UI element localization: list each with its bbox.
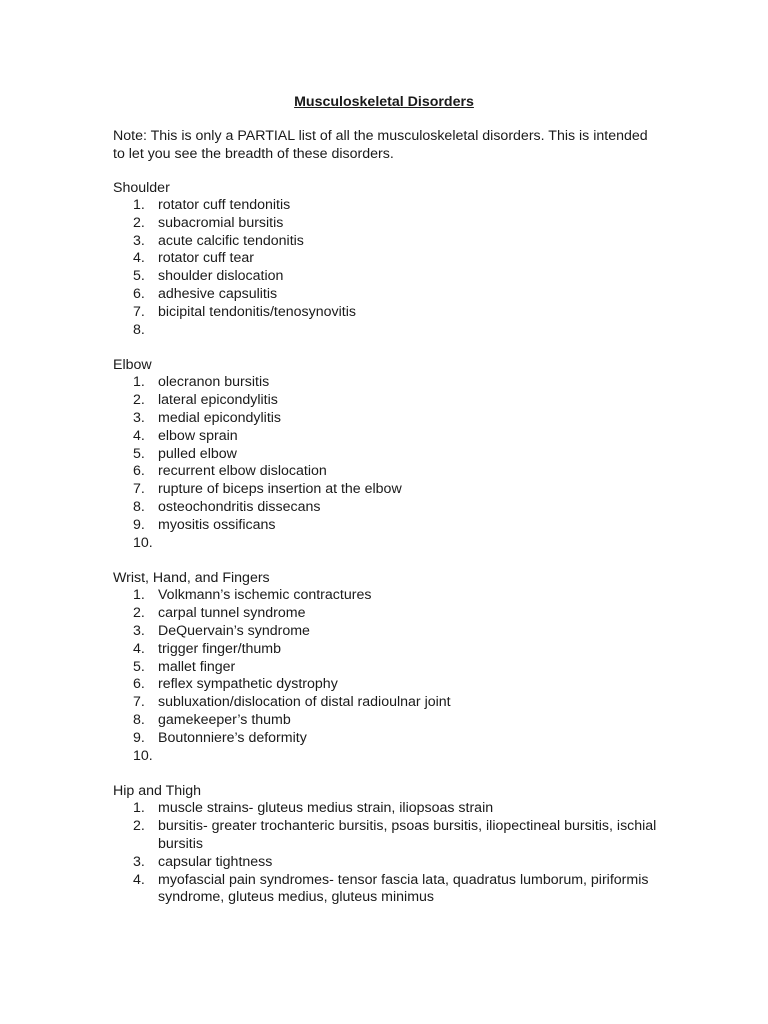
list-item [113,800,673,818]
section [113,569,673,765]
list-item-number: 7. [133,481,145,498]
list-item [113,872,673,908]
list-item-text: lateral epicondylitis [158,392,278,409]
list-item-number: 2. [133,818,145,835]
list-item [113,215,673,233]
list-item-number: 2. [133,392,145,409]
list-item-number: 8. [133,321,145,338]
list-item-text: olecranon bursitis [158,374,270,391]
list-item-number: 8. [133,498,145,515]
list-item-text: carpal tunnel syndrome [158,605,306,622]
section-heading: Shoulder [113,180,170,196]
list-item-number: 1. [133,197,145,213]
list-item [113,392,673,410]
list-item-text: osteochondritis dissecans [158,498,321,515]
list-item [113,676,673,694]
list-item-text: reflex sympathetic dystrophy [158,676,338,693]
list-item-number: 1. [133,800,145,817]
list-item-number: 8. [133,711,145,728]
list-item [113,854,673,872]
list-item-text: gamekeeper’s thumb [158,711,291,728]
numbered-list [113,197,673,339]
list-item-number: 5. [133,445,145,462]
list-item-text: rotator cuff tendonitis [158,197,291,213]
list-item-text: subacromial bursitis [158,214,284,231]
section [113,782,673,907]
section-heading: Elbow [113,357,152,374]
list-item-number: 4. [133,871,145,888]
list-item-text [158,322,162,338]
list-item-number: 1. [133,587,145,604]
numbered-list [113,587,673,765]
list-item [113,410,673,428]
list-item-number: 6. [133,463,145,480]
document-page [113,93,673,924]
list-item [113,623,673,641]
document-note: Note: This is only a PARTIAL list of all the musculoskeletal disorders. This is intended to let you see the breadth of these disorders. [113,128,648,162]
list-item-number: 3. [133,853,145,870]
document-title: Musculoskeletal Disorders [294,94,474,110]
list-item [113,641,673,659]
list-item-text: elbow sprain [158,427,238,444]
list-item [113,286,673,304]
list-item-text: bicipital tendonitis/tenosynovitis [158,303,356,320]
list-item-number: 7. [133,694,145,711]
list-item-number: 6. [133,285,145,302]
list-item [113,587,673,605]
list-item-number: 5. [133,658,145,675]
list-item-number: 4. [133,427,145,444]
section-heading: Hip and Thigh [113,783,202,800]
list-item-number: 6. [133,676,145,693]
list-item-text: recurrent elbow dislocation [158,463,327,480]
list-item-number: 4. [133,640,145,657]
section-heading: Wrist, Hand, and Fingers [113,570,270,587]
list-item [113,605,673,623]
list-item [113,304,673,322]
list-item [113,446,673,464]
list-item [113,694,673,712]
list-item-number: 3. [133,409,145,426]
list-item [113,481,673,499]
list-item-number: 3. [133,232,145,249]
list-item [113,818,673,854]
list-item-text: subluxation/dislocation of distal radioulnar joint [158,694,451,711]
list-item-text: trigger finger/thumb [158,640,282,657]
list-item-text [158,535,162,551]
list-item-text: myositis ossificans [158,516,276,533]
list-item-number: 9. [133,516,145,533]
list-item [113,268,673,286]
list-item [113,233,673,251]
list-item-text: capsular tightness [158,853,273,870]
list-item-text: DeQuervain’s syndrome [158,622,310,639]
section [113,356,673,552]
list-item-number: 2. [133,214,145,231]
list-item [113,197,673,215]
list-item-number: 2. [133,605,145,622]
list-item [113,535,673,553]
list-item-text: Boutonniere’s deformity [158,729,307,746]
list-item-text [158,748,162,764]
list-item-text: acute calcific tendonitis [158,232,304,249]
list-item-number: 1. [133,374,145,391]
list-item-number: 4. [133,250,145,267]
list-item-number: 9. [133,729,145,746]
list-item-text: adhesive capsulitis [158,285,278,302]
list-item [113,748,673,766]
list-item-number: 5. [133,268,145,285]
sections-container [113,179,673,907]
list-item-text: shoulder dislocation [158,268,284,285]
list-item-number: 7. [133,303,145,320]
list-item-text: Volkmann’s ischemic contractures [158,587,372,604]
list-item [113,463,673,481]
list-item-text: rupture of biceps insertion at the elbow [158,481,402,498]
list-item-number: 3. [133,622,145,639]
list-item-number: 10. [133,534,153,551]
list-item [113,712,673,730]
list-item-text: bursitis- greater trochanteric bursitis, psoas bursitis, iliopectineal bursitis, ischial bursitis [158,818,657,852]
list-item [113,322,673,340]
list-item-text: myofascial pain syndromes- tensor fascia lata, quadratus lumborum, piriformis syndrome, gluteus medius, gluteus minimus [158,871,649,906]
list-item [113,428,673,446]
list-item-number: 10. [133,747,153,764]
list-item [113,374,673,392]
numbered-list [113,800,673,907]
list-item [113,659,673,677]
list-item-text: muscle strains- gluteus medius strain, iliopsoas strain [158,800,494,817]
list-item [113,499,673,517]
list-item-text: mallet finger [158,658,236,675]
list-item-text: pulled elbow [158,445,237,462]
list-item [113,730,673,748]
numbered-list [113,374,673,552]
section [113,179,673,339]
list-item [113,250,673,268]
list-item-text: medial epicondylitis [158,409,282,426]
list-item [113,517,673,535]
list-item-text: rotator cuff tear [158,250,254,267]
